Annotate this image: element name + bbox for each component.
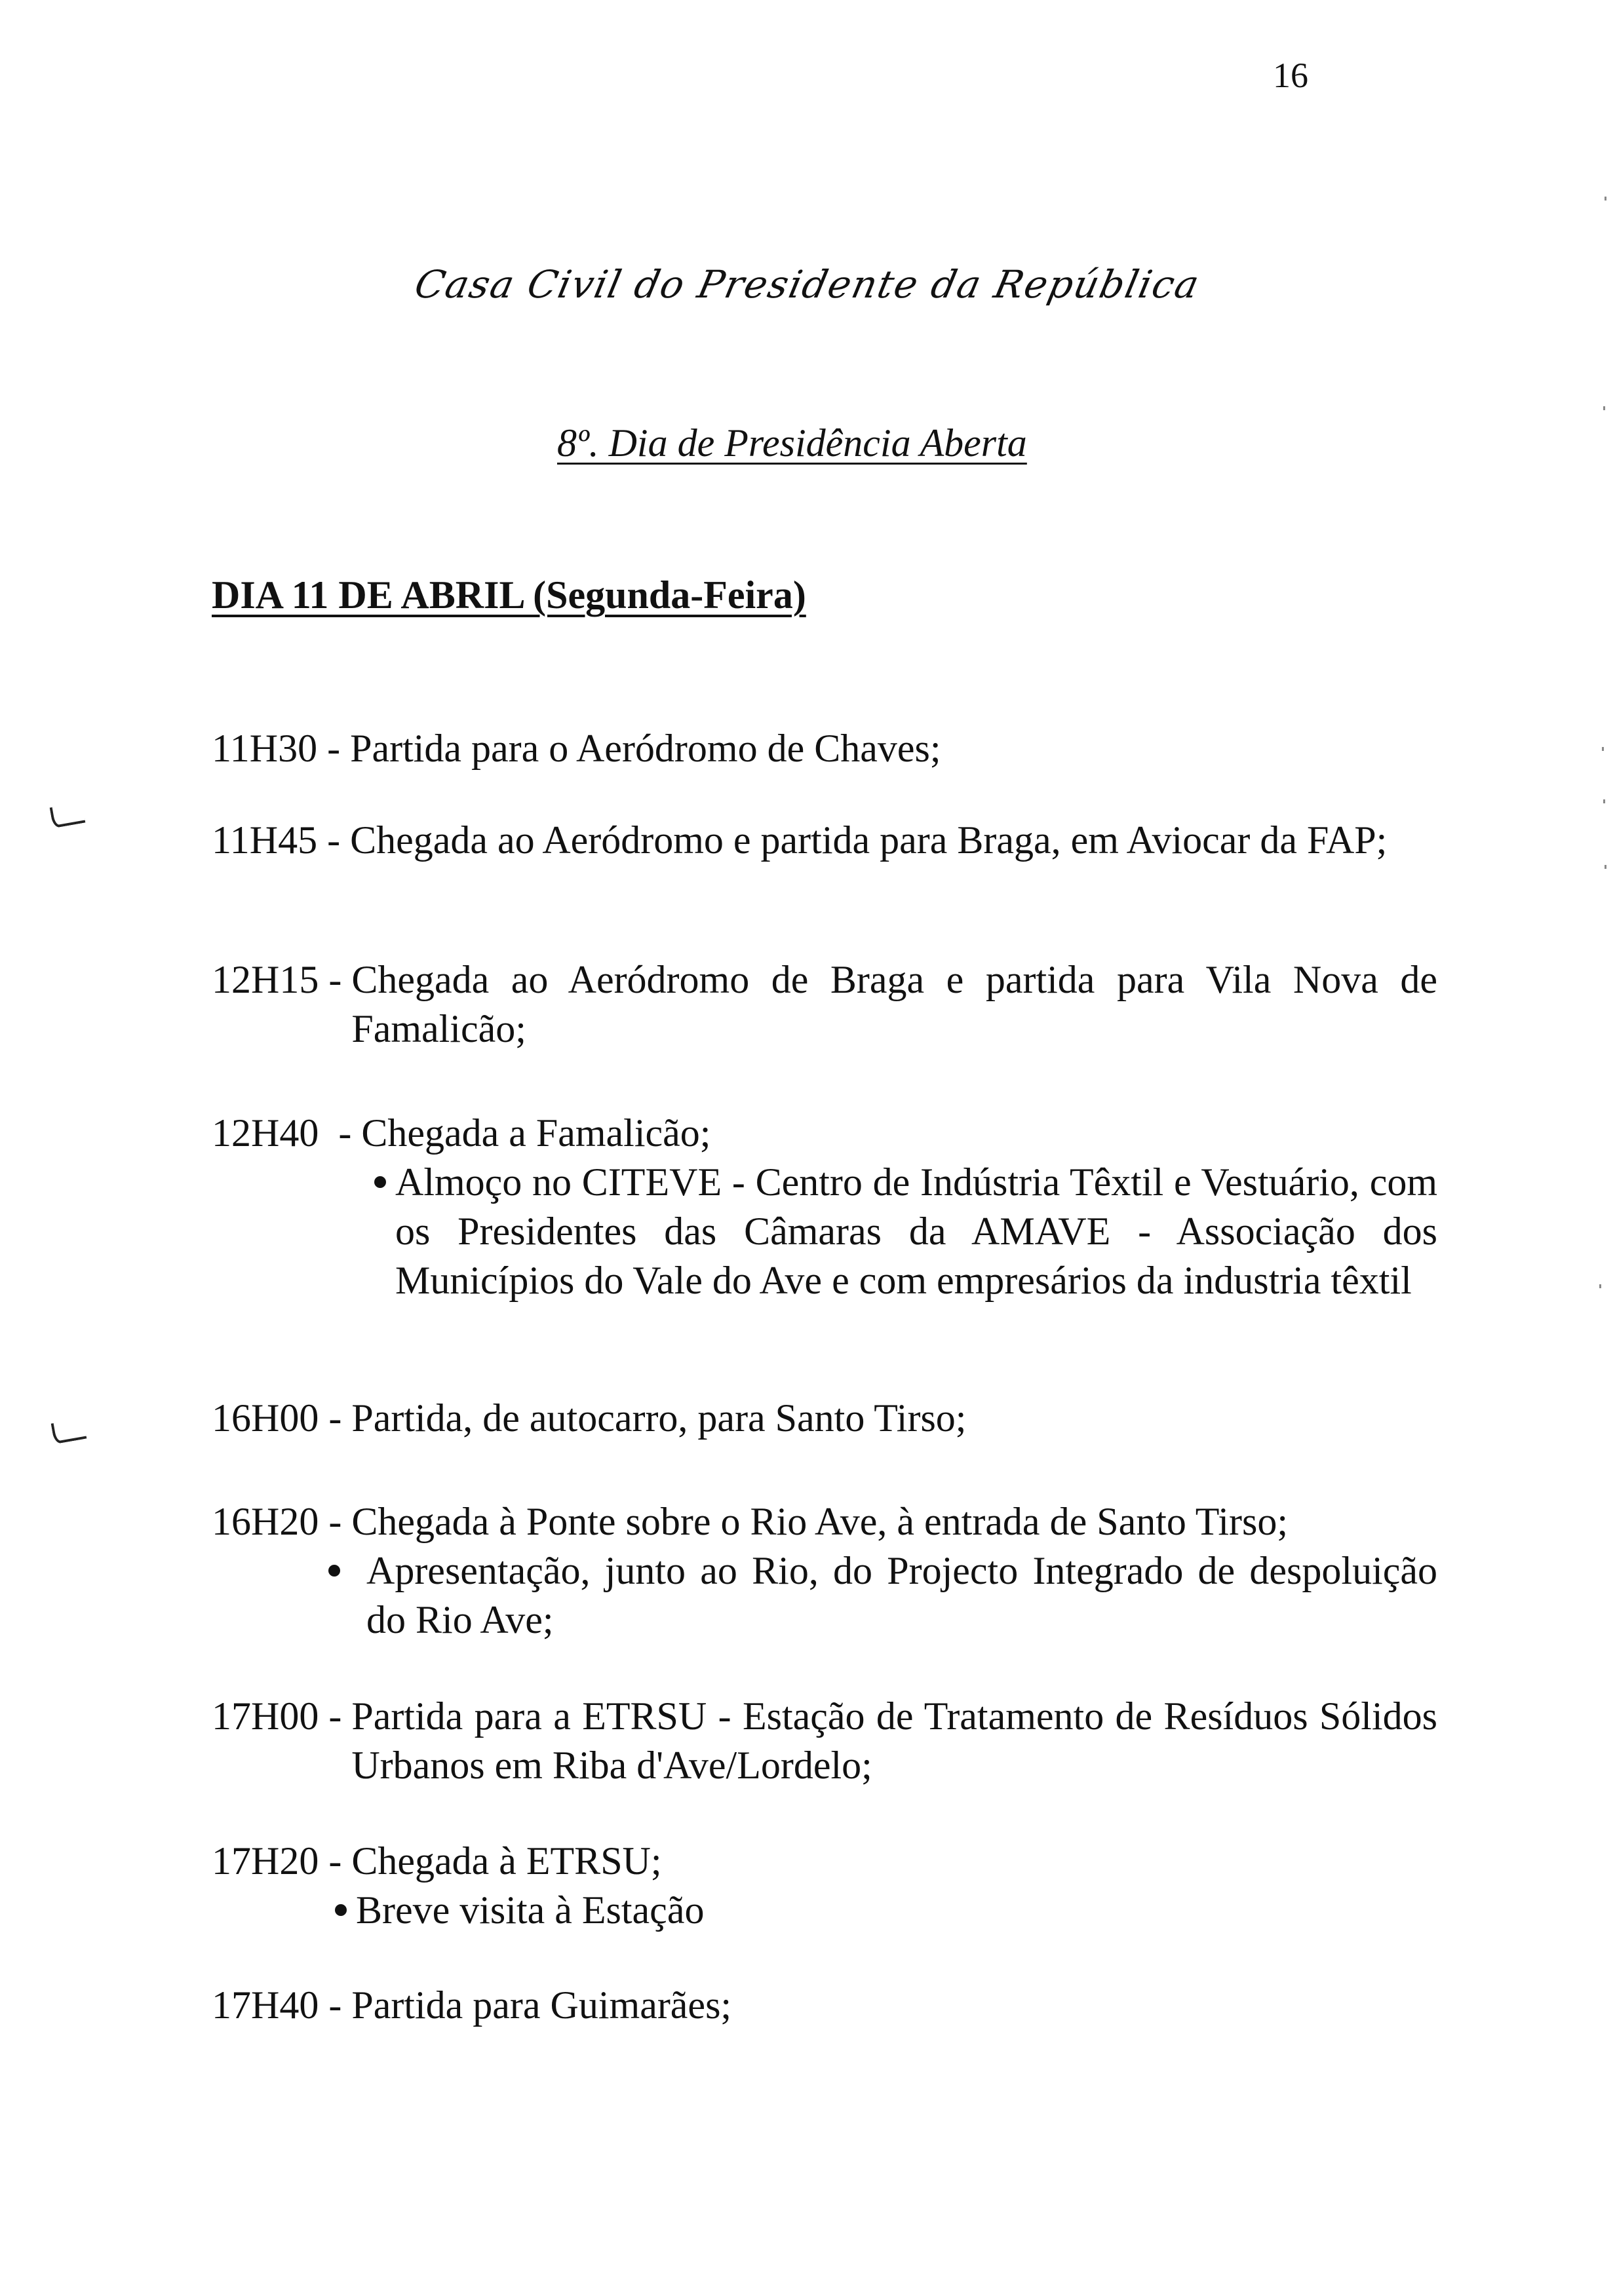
schedule-entry (212, 724, 1437, 773)
schedule-entry (212, 1981, 1437, 2030)
entry-text: Partida para a ETRSU - Estação de Tratamento de Resíduos Sólidos Urbanos em Riba d'Ave/Lordelo; (351, 1694, 1437, 1787)
page-number: 16 (1273, 56, 1308, 95)
entry-time: 16H00 - (212, 1396, 352, 1440)
entry-time: 11H45 - (212, 818, 351, 862)
bullet-icon (328, 1565, 340, 1577)
check-mark-icon (50, 802, 86, 828)
schedule-entry (212, 816, 1437, 865)
entry-bullet: Apresentação, junto ao Rio, do Projecto Integrado de despoluição do Rio Ave; (366, 1549, 1437, 1641)
entry-text: Chegada à Ponte sobre o Rio Ave, à entrada de Santo Tirso; (351, 1500, 1288, 1543)
entry-time: 12H15 - (212, 958, 352, 1001)
entry-text: Chegada ao Aeródromo de Braga e partida para Vila Nova de Famalicão; (351, 958, 1437, 1050)
entry-text: Partida, de autocarro, para Santo Tirso; (351, 1396, 967, 1440)
schedule-entry (212, 1692, 1437, 1790)
entry-time: 17H20 - (212, 1839, 352, 1883)
schedule-entry (212, 1837, 1437, 1935)
entry-bullet: Almoço no CITEVE - Centro de Indústria Têxtil e Vestuário, com os Presidentes das Câmaras da AMAVE - Associação dos Municípios do Vale do Ave e com empresários da industria têxtil (395, 1160, 1437, 1302)
scan-speck (1605, 865, 1606, 869)
day-heading: DIA 11 DE ABRIL (Segunda-Feira) (212, 573, 806, 617)
entry-bullet: Breve visita à Estação (356, 1888, 705, 1932)
entry-time: 16H20 - (212, 1500, 352, 1543)
scan-speck (1599, 1284, 1601, 1288)
scan-speck (1605, 197, 1606, 201)
schedule-entry (212, 1394, 1437, 1443)
entry-time: 12H40 - (212, 1111, 362, 1155)
scan-speck (1603, 406, 1605, 410)
scan-speck (1602, 747, 1604, 751)
scan-speck (1603, 799, 1605, 803)
entry-time: 17H00 - (212, 1694, 352, 1738)
schedule-entry (212, 955, 1437, 1054)
entry-time: 11H30 - (212, 727, 351, 770)
entry-text: Partida para o Aeródromo de Chaves; (350, 727, 941, 770)
schedule-entry (212, 1109, 1437, 1305)
entry-text: Chegada ao Aeródromo e partida para Braga, em Aviocar da FAP; (350, 818, 1388, 862)
entry-text: Partida para Guimarães; (351, 1983, 732, 2027)
entry-text: Chegada a Famalicão; (361, 1111, 711, 1155)
entry-time: 17H40 - (212, 1983, 352, 2027)
check-mark-icon (51, 1418, 87, 1444)
entry-text: Chegada à ETRSU; (351, 1839, 662, 1883)
bullet-icon (374, 1176, 386, 1188)
letterhead: Casa Civil do Presidente da República (410, 262, 1205, 307)
bullet-icon (335, 1904, 347, 1916)
document-subtitle: 8º. Dia de Presidência Aberta (557, 421, 1027, 465)
schedule-entry (212, 1497, 1437, 1645)
